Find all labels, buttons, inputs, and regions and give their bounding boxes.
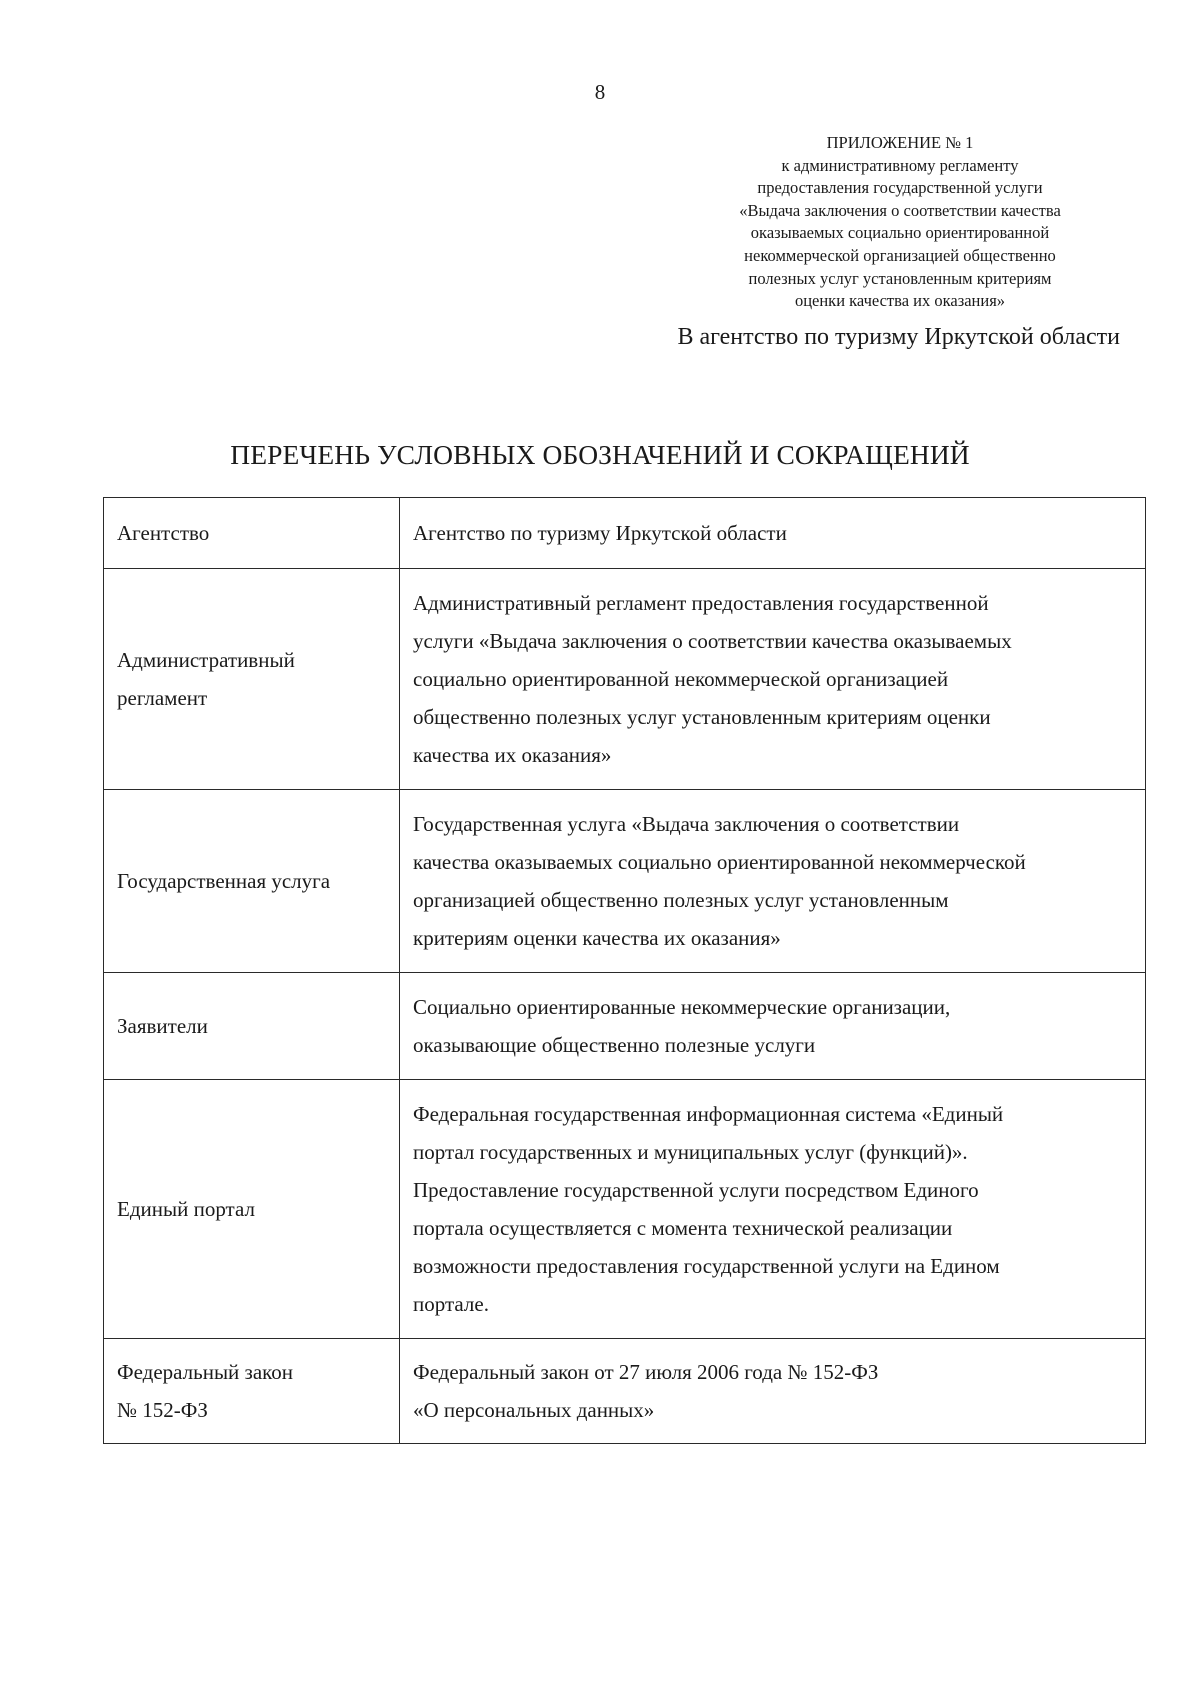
document-heading: ПЕРЕЧЕНЬ УСЛОВНЫХ ОБОЗНАЧЕНИЙ И СОКРАЩЕНИЙ <box>230 439 970 470</box>
term-cell <box>104 1339 400 1444</box>
definition-text: Федеральный закон от 27 июля 2006 года № 152-ФЗ <box>413 1360 879 1384</box>
term-cell <box>104 973 400 1080</box>
appendix-header <box>650 132 1150 313</box>
definition-cell <box>400 569 1146 790</box>
term-text: Агентство <box>117 521 210 545</box>
table-row <box>104 498 1146 569</box>
appendix-line: полезных услуг установленным критериям <box>748 268 1052 288</box>
appendix-line: некоммерческой организацией общественно <box>744 245 1056 265</box>
definition-cell <box>400 1339 1146 1444</box>
appendix-line: «Выдача заключения о соответствии качества <box>739 200 1061 220</box>
term-cell <box>104 1080 400 1339</box>
definition-cell <box>400 498 1146 569</box>
term-text: регламент <box>117 686 208 710</box>
definition-text: Государственная услуга «Выдача заключения о соответствии <box>413 812 960 836</box>
term-cell <box>104 790 400 973</box>
addressee: В агентство по туризму Иркутской области <box>677 324 1120 350</box>
definition-text: портала осуществляется с момента технической реализации <box>413 1216 953 1240</box>
definition-text: Социально ориентированные некоммерческие организации, <box>413 995 951 1019</box>
definition-text: Предоставление государственной услуги посредством Единого <box>413 1178 979 1202</box>
page-number: 8 <box>594 80 606 104</box>
definition-text: оказывающие общественно полезные услуги <box>413 1033 816 1057</box>
definition-text: качества их оказания» <box>413 743 612 767</box>
definition-text: услуги «Выдача заключения о соответствии качества оказываемых <box>413 629 1012 653</box>
definition-text: качества оказываемых социально ориентированной некоммерческой <box>413 850 1026 874</box>
definition-text: «О персональных данных» <box>413 1398 655 1422</box>
definition-text: портал государственных и муниципальных услуг (функций)». <box>413 1140 968 1164</box>
abbreviations-table <box>103 497 1146 1444</box>
term-text: Государственная услуга <box>117 869 331 893</box>
definition-text: Агентство по туризму Иркутской области <box>413 521 787 545</box>
table-row <box>104 1080 1146 1339</box>
term-cell <box>104 498 400 569</box>
appendix-line: оказываемых социально ориентированной <box>750 223 1050 243</box>
definition-cell <box>400 1080 1146 1339</box>
table-row <box>104 569 1146 790</box>
term-text: Административный <box>117 648 295 672</box>
appendix-line: оценки качества их оказания» <box>794 291 1006 311</box>
term-text: Заявители <box>117 1014 208 1038</box>
definition-cell <box>400 973 1146 1080</box>
definition-text: возможности предоставления государственной услуги на Едином <box>413 1254 1000 1278</box>
definition-text: общественно полезных услуг установленным критериям оценки <box>413 705 991 729</box>
definition-text: Федеральная государственная информационная система «Единый <box>413 1102 1004 1126</box>
term-text: Федеральный закон <box>117 1360 294 1384</box>
term-cell <box>104 569 400 790</box>
table-row <box>104 790 1146 973</box>
definition-cell <box>400 790 1146 973</box>
definition-text: портале. <box>413 1292 489 1316</box>
definition-text: Административный регламент предоставления государственной <box>413 591 989 615</box>
term-text: № 152-ФЗ <box>117 1398 208 1422</box>
appendix-line-title: ПРИЛОЖЕНИЕ № 1 <box>826 133 974 152</box>
definition-text: критериям оценки качества их оказания» <box>413 926 781 950</box>
appendix-line: предоставления государственной услуги <box>757 178 1043 198</box>
definition-text: социально ориентированной некоммерческой организацией <box>413 667 949 691</box>
definition-text: организацией общественно полезных услуг установленным <box>413 888 949 912</box>
appendix-line: к административному регламенту <box>781 155 1019 175</box>
table-row <box>104 973 1146 1080</box>
table-row <box>104 1339 1146 1444</box>
term-text: Единый портал <box>117 1197 255 1221</box>
